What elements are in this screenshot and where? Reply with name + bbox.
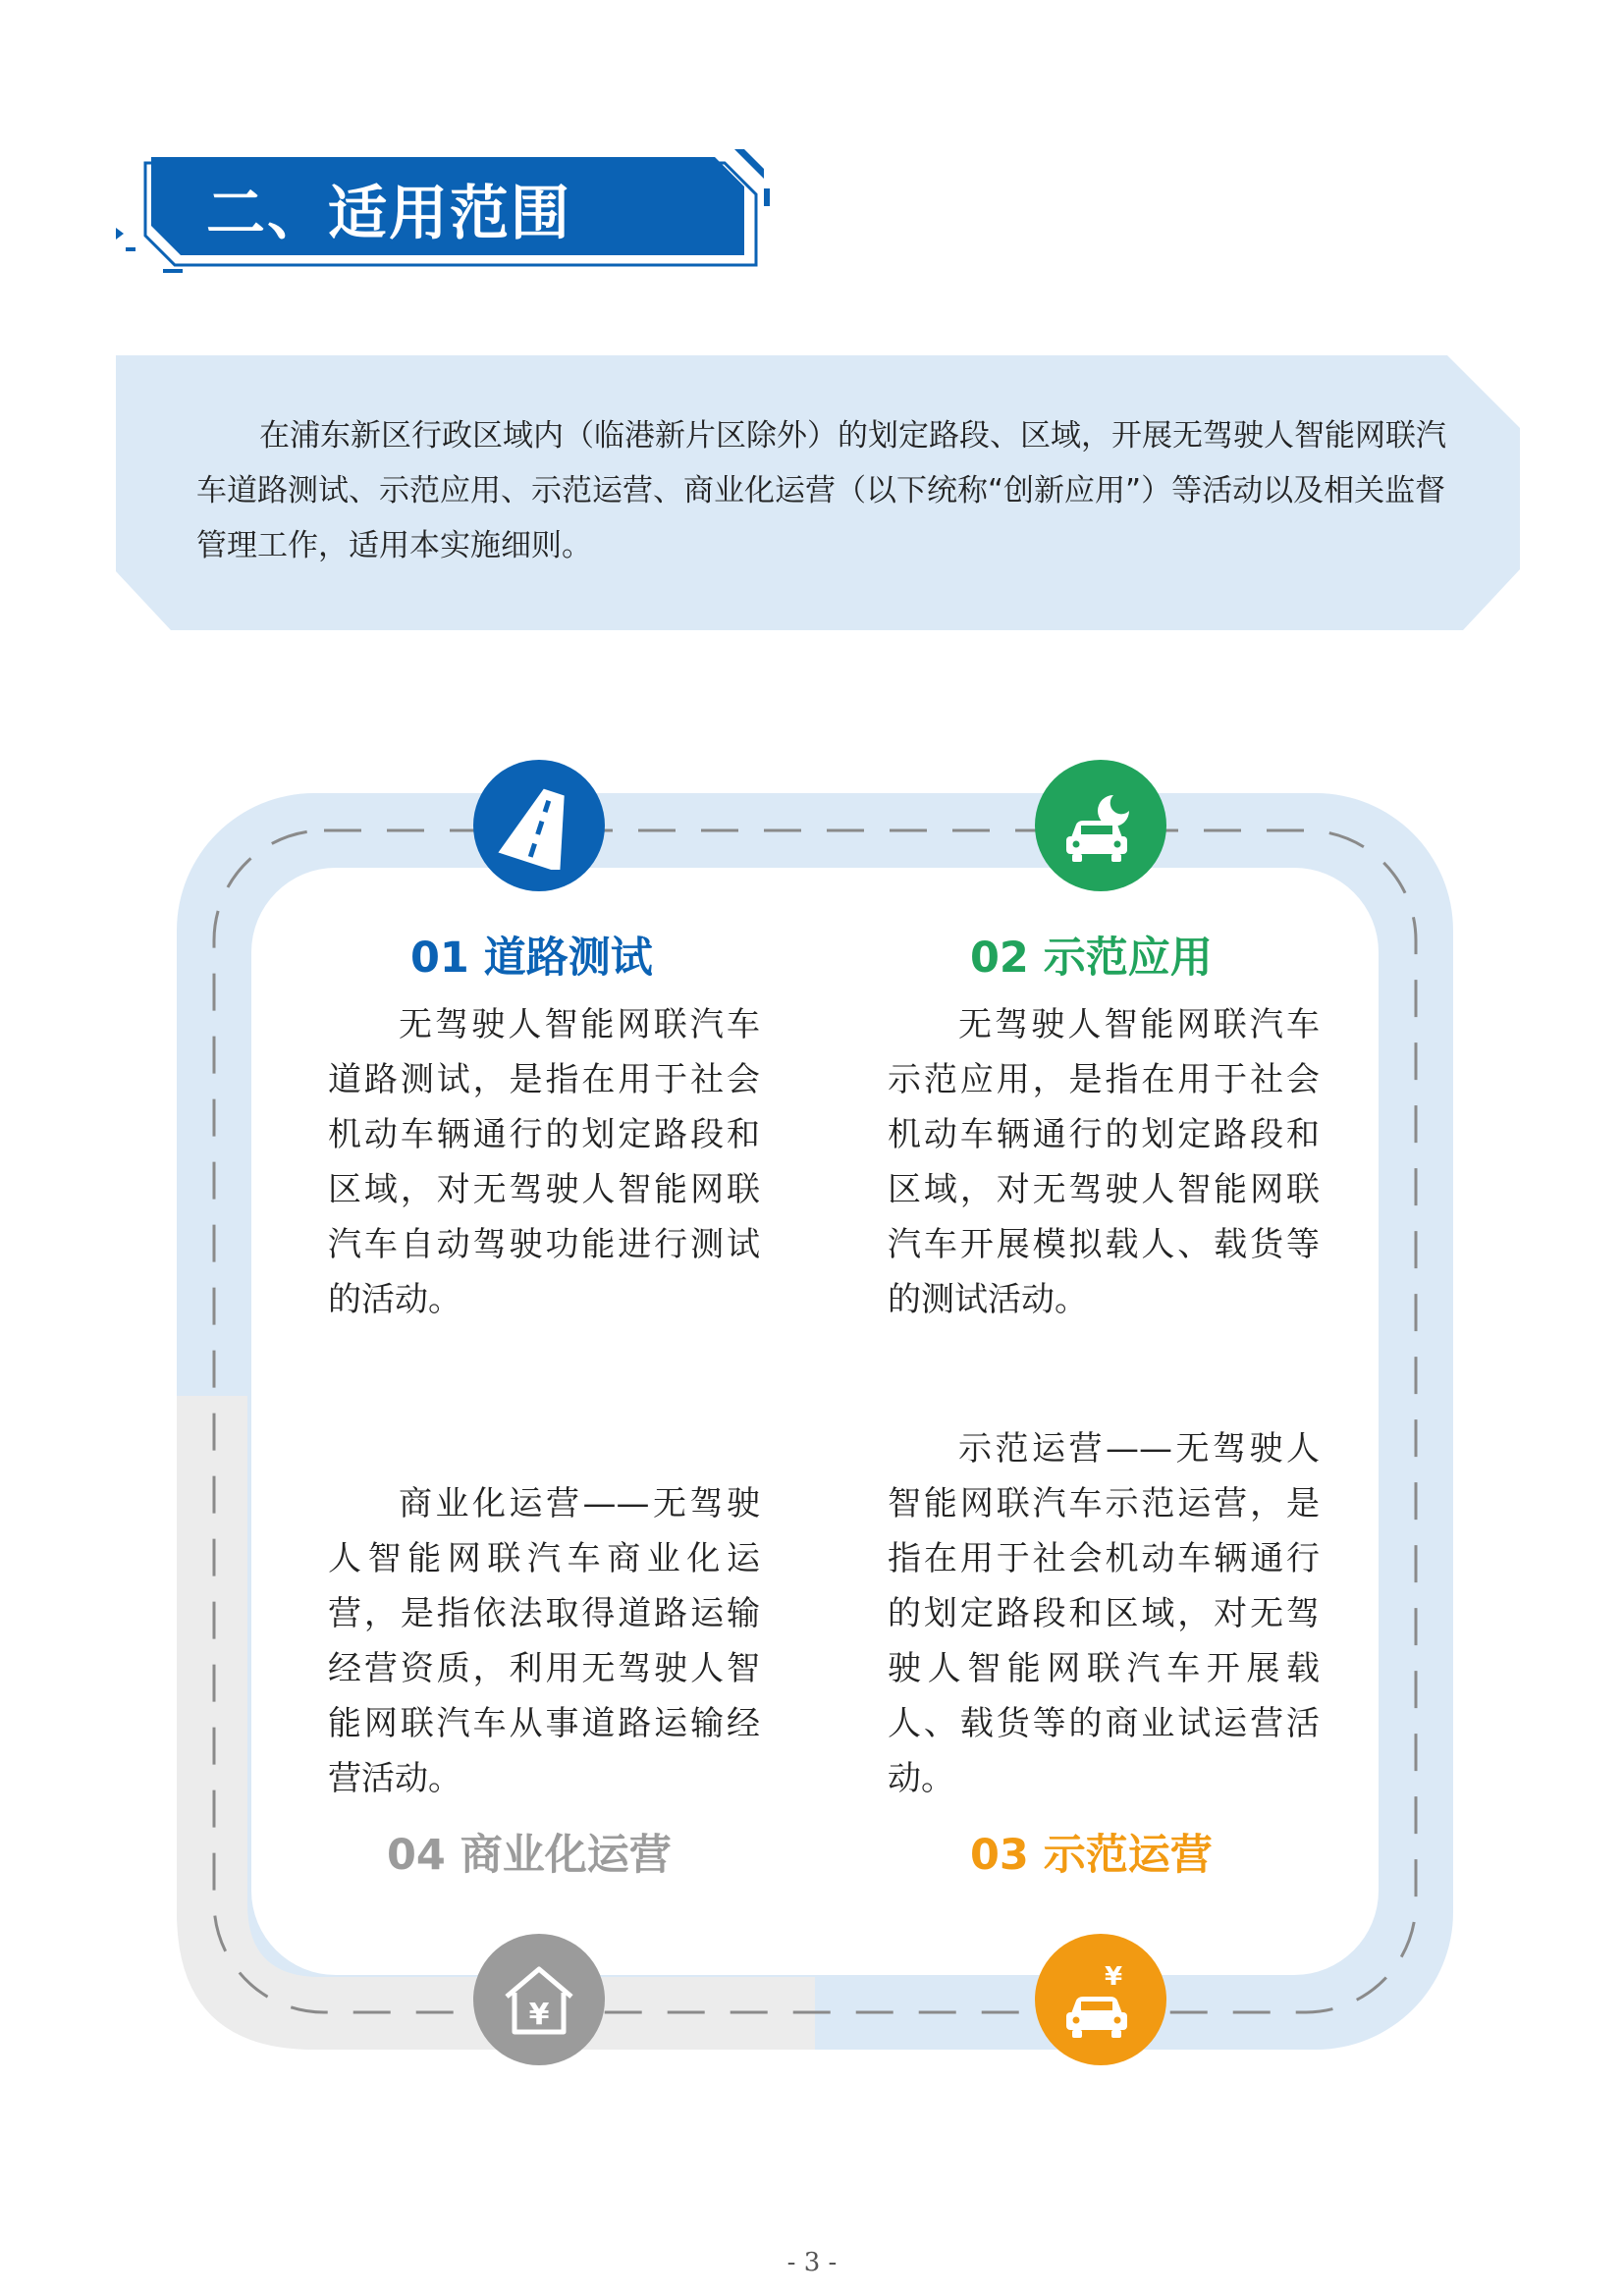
house-yuan-icon <box>473 1934 605 2065</box>
item-02-title: 02 示范应用 <box>970 934 1213 983</box>
page-number: - 3 - <box>786 2248 838 2277</box>
item-03-title: 03 示范运营 <box>970 1831 1213 1880</box>
item-02-body: 无驾驶人智能网联汽车示范应用，是指在用于社会机动车辆通行的划定路段和区域，对无驾驶人智能网联汽车开展模拟载人、载货等的测试活动。 <box>888 1005 1320 1319</box>
item-01-title: 01 道路测试 <box>410 934 653 983</box>
section-header <box>116 149 780 279</box>
car-moon-icon <box>1035 760 1166 891</box>
svg-text:¥: ¥ <box>528 1998 550 2032</box>
section-title: 二、适用范围 <box>206 180 571 248</box>
item-04-body: 商业化运营——无驾驶人智能网联汽车商业化运营，是指依法取得道路运输经营资质，利用无驾驶人智能网联汽车从事道路运输经营活动。 <box>328 1484 760 1798</box>
road-icon <box>473 760 605 891</box>
intro-box <box>116 355 1520 630</box>
item-01-body: 无驾驶人智能网联汽车道路测试，是指在用于社会机动车辆通行的划定路段和区域，对无驾驶人智能网联汽车自动驾驶功能进行测试的活动。 <box>328 1005 760 1319</box>
item-03-body: 示范运营——无驾驶人智能网联汽车示范运营，是指在用于社会机动车辆通行的划定路段和区域，对无驾驶人智能网联汽车开展载人、载货等的商业试运营活动。 <box>888 1429 1320 1798</box>
item-04-title: 04 商业化运营 <box>387 1831 672 1880</box>
car-yuan-icon <box>1035 1934 1166 2065</box>
intro-paragraph: 在浦东新区行政区域内（临港新片区除外）的划定路段、区域，开展无驾驶人智能网联汽车道路测试、示范应用、示范运营、商业化运营（以下统称“创新应用”）等活动以及相关监督管理工作，适用本实施细则。 <box>196 418 1446 563</box>
svg-text:¥: ¥ <box>1104 1962 1123 1992</box>
